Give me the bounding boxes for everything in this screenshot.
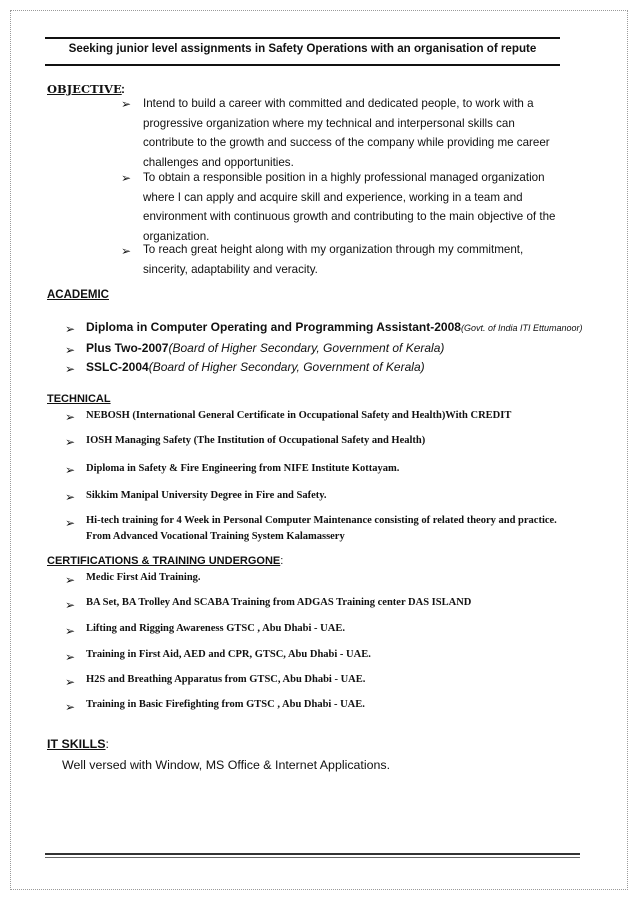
academic-institution: (Govt. of India ITI Ettumanoor) — [460, 323, 583, 333]
certification-bullet-icon: ➢ — [65, 573, 76, 587]
header-bottom-rule — [45, 64, 560, 66]
objective-bullet-icon: ➢ — [121, 171, 132, 185]
technical-bullet-icon: ➢ — [65, 490, 76, 504]
academic-bullet-icon: ➢ — [65, 322, 76, 336]
academic-institution: (Board of Higher Secondary, Government of Kerala) — [168, 341, 445, 355]
technical-bullet-icon: ➢ — [65, 410, 76, 424]
objective-item — [143, 94, 578, 172]
objective-bullet-icon: ➢ — [121, 97, 132, 111]
technical-title: TECHNICAL — [47, 393, 111, 405]
academic-degree: Plus Two-2007 — [86, 341, 169, 355]
objective-line: Intend to build a career with committed and dedicated people, to work with a — [143, 97, 534, 110]
certification-item: Lifting and Rigging Awareness GTSC , Abu Dhabi - UAE. — [86, 623, 345, 634]
academic-institution: (Board of Higher Secondary, Government of Kerala) — [148, 360, 425, 374]
headline: Seeking junior level assignments in Safety Operations with an organisation of repute — [68, 42, 537, 55]
footer-rule-thin — [45, 857, 580, 858]
certifications-colon: : — [280, 555, 284, 567]
it-skills-text: Well versed with Window, MS Office & Internet Applications. — [62, 758, 391, 772]
technical-item: Hi-tech training for 4 Week in Personal Computer Maintenance consisting of related theory and practice. From Advanced Vocational Training System Kalamassery — [86, 515, 557, 542]
academic-item — [86, 320, 583, 334]
footer-rule-thick — [45, 853, 580, 855]
objective-line: To obtain a responsible position in a highly professional managed organization — [143, 171, 545, 184]
objective-line: progressive organization where my technical and interpersonal skills can — [143, 116, 515, 130]
objective-line: To reach great height along with my organization through my commitment, — [143, 243, 524, 256]
academic-item — [86, 341, 444, 355]
it-skills-title: IT SKILLS — [47, 737, 106, 751]
technical-item: Diploma in Safety & Fire Engineering from NIFE Institute Kottayam. — [86, 463, 400, 474]
certification-bullet-icon: ➢ — [65, 675, 76, 689]
technical-bullet-icon: ➢ — [65, 463, 76, 477]
technical-item: NEBOSH (International General Certificate in Occupational Safety and Health)With CREDIT — [86, 410, 512, 421]
academic-title: ACADEMIC — [47, 289, 109, 301]
it-skills-heading — [47, 737, 109, 751]
objective-title: OBJECTIVE — [47, 82, 122, 96]
certifications-heading — [47, 555, 283, 567]
objective-line: environment with continuous growth and contributing to the main objective of the — [143, 210, 556, 223]
certification-item: BA Set, BA Trolley And SCABA Training from ADGAS Training center DAS ISLAND — [86, 597, 472, 608]
academic-item — [86, 360, 425, 374]
certification-bullet-icon: ➢ — [65, 598, 76, 612]
certification-item: H2S and Breathing Apparatus from GTSC, Abu Dhabi - UAE. — [86, 674, 366, 685]
objective-line: organization. — [143, 229, 210, 243]
objective-line: challenges and opportunities. — [143, 155, 294, 169]
academic-degree: Diploma in Computer Operating and Programming Assistant-2008 — [86, 320, 461, 334]
technical-bullet-icon: ➢ — [65, 516, 76, 530]
certification-item: Training in Basic Firefighting from GTSC , Abu Dhabi - UAE. — [86, 699, 365, 710]
academic-bullet-icon: ➢ — [65, 343, 76, 357]
technical-item: IOSH Managing Safety (The Institution of Occupational Safety and Health) — [86, 435, 426, 446]
technical-item: Sikkim Manipal University Degree in Fire and Safety. — [86, 490, 327, 501]
objective-item — [143, 240, 578, 279]
academic-bullet-icon: ➢ — [65, 362, 76, 376]
header-top-rule — [45, 37, 560, 39]
certification-item: Medic First Aid Training. — [86, 572, 201, 583]
certifications-title: CERTIFICATIONS & TRAINING UNDERGONE — [47, 555, 281, 567]
certification-bullet-icon: ➢ — [65, 650, 76, 664]
it-skills-colon: : — [105, 737, 109, 751]
certification-bullet-icon: ➢ — [65, 624, 76, 638]
objective-colon: : — [121, 82, 125, 96]
objective-line: sincerity, adaptability and veracity. — [143, 262, 318, 276]
certification-item: Training in First Aid, AED and CPR, GTSC, Abu Dhabi - UAE. — [86, 649, 371, 660]
objective-line: where I can apply and acquire skill and experience, working in a team and — [143, 190, 523, 204]
objective-line: contribute to the growth and success of the company while providing me career — [143, 136, 550, 149]
academic-degree: SSLC-2004 — [86, 360, 149, 374]
certification-bullet-icon: ➢ — [65, 700, 76, 714]
technical-bullet-icon: ➢ — [65, 435, 76, 449]
objective-bullet-icon: ➢ — [121, 244, 132, 258]
objective-item — [143, 168, 578, 246]
